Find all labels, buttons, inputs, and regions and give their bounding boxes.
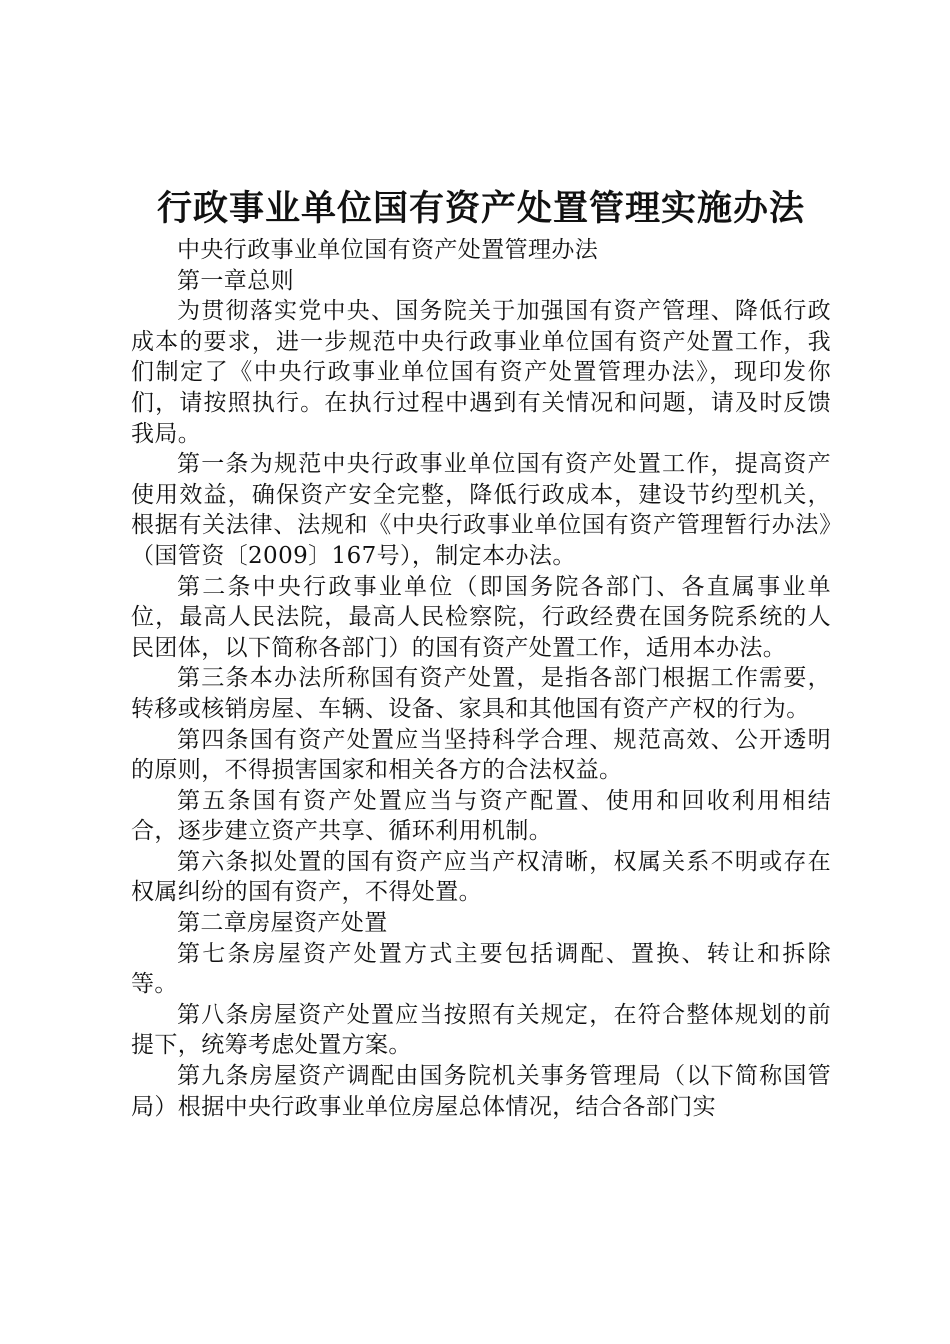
article-1-paragraph: 第一条为规范中央行政事业单位国有资产处置工作，提高资产使用效益，确保资产安全完整，降低行政成本，建设节约型机关，根据有关法律、法规和《中央行政事业单位国有资产管理暂行办法》（国管资〔2009〕167号），制定本办法。 [131,451,831,569]
article-2-paragraph: 第二条中央行政事业单位（即国务院各部门、各直属事业单位，最高人民法院，最高人民检察院，行政经费在国务院系统的人民团体，以下简称各部门）的国有资产处置工作，适用本办法。 [131,573,831,661]
article-8-paragraph: 第八条房屋资产处置应当按照有关规定，在符合整体规划的前提下，统筹考虑处置方案。 [131,1001,831,1059]
article-3-paragraph: 第三条本办法所称国有资产处置，是指各部门根据工作需要，转移或核销房屋、车辆、设备、家具和其他国有资产产权的行为。 [131,665,831,722]
article-7-paragraph: 第七条房屋资产处置方式主要包括调配、置换、转让和拆除等。 [131,940,831,998]
document-body [131,235,831,1122]
article-5-paragraph: 第五条国有资产处置应当与资产配置、使用和回收利用相结合，逐步建立资产共享、循环利用机制。 [131,787,831,845]
intro-paragraph: 为贯彻落实党中央、国务院关于加强国有资产管理、降低行政成本的要求，进一步规范中央行政事业单位国有资产处置工作，我们制定了《中央行政事业单位国有资产处置管理办法》，现印发你们，请按照执行。在执行过程中遇到有关情况和问题，请及时反馈我局。 [131,298,831,447]
article-4-paragraph: 第四条国有资产处置应当坚持科学合理、规范高效、公开透明的原则，不得损害国家和相关各方的合法权益。 [131,726,831,784]
article-6-paragraph: 第六条拟处置的国有资产应当产权清晰，权属关系不明或存在权属纠纷的国有资产，不得处置。 [131,848,831,906]
chapter-heading: 第二章房屋资产处置 [177,910,388,937]
document-page [131,185,831,1122]
subtitle-paragraph: 中央行政事业单位国有资产处置管理办法 [177,237,599,263]
article-9-paragraph: 第九条房屋资产调配由国务院机关事务管理局（以下简称国管局）根据中央行政事业单位房屋总体情况，结合各部门实 [131,1063,831,1120]
chapter-heading: 第一章总则 [177,267,294,294]
document-title: 行政事业单位国有资产处置管理实施办法 [156,188,805,229]
